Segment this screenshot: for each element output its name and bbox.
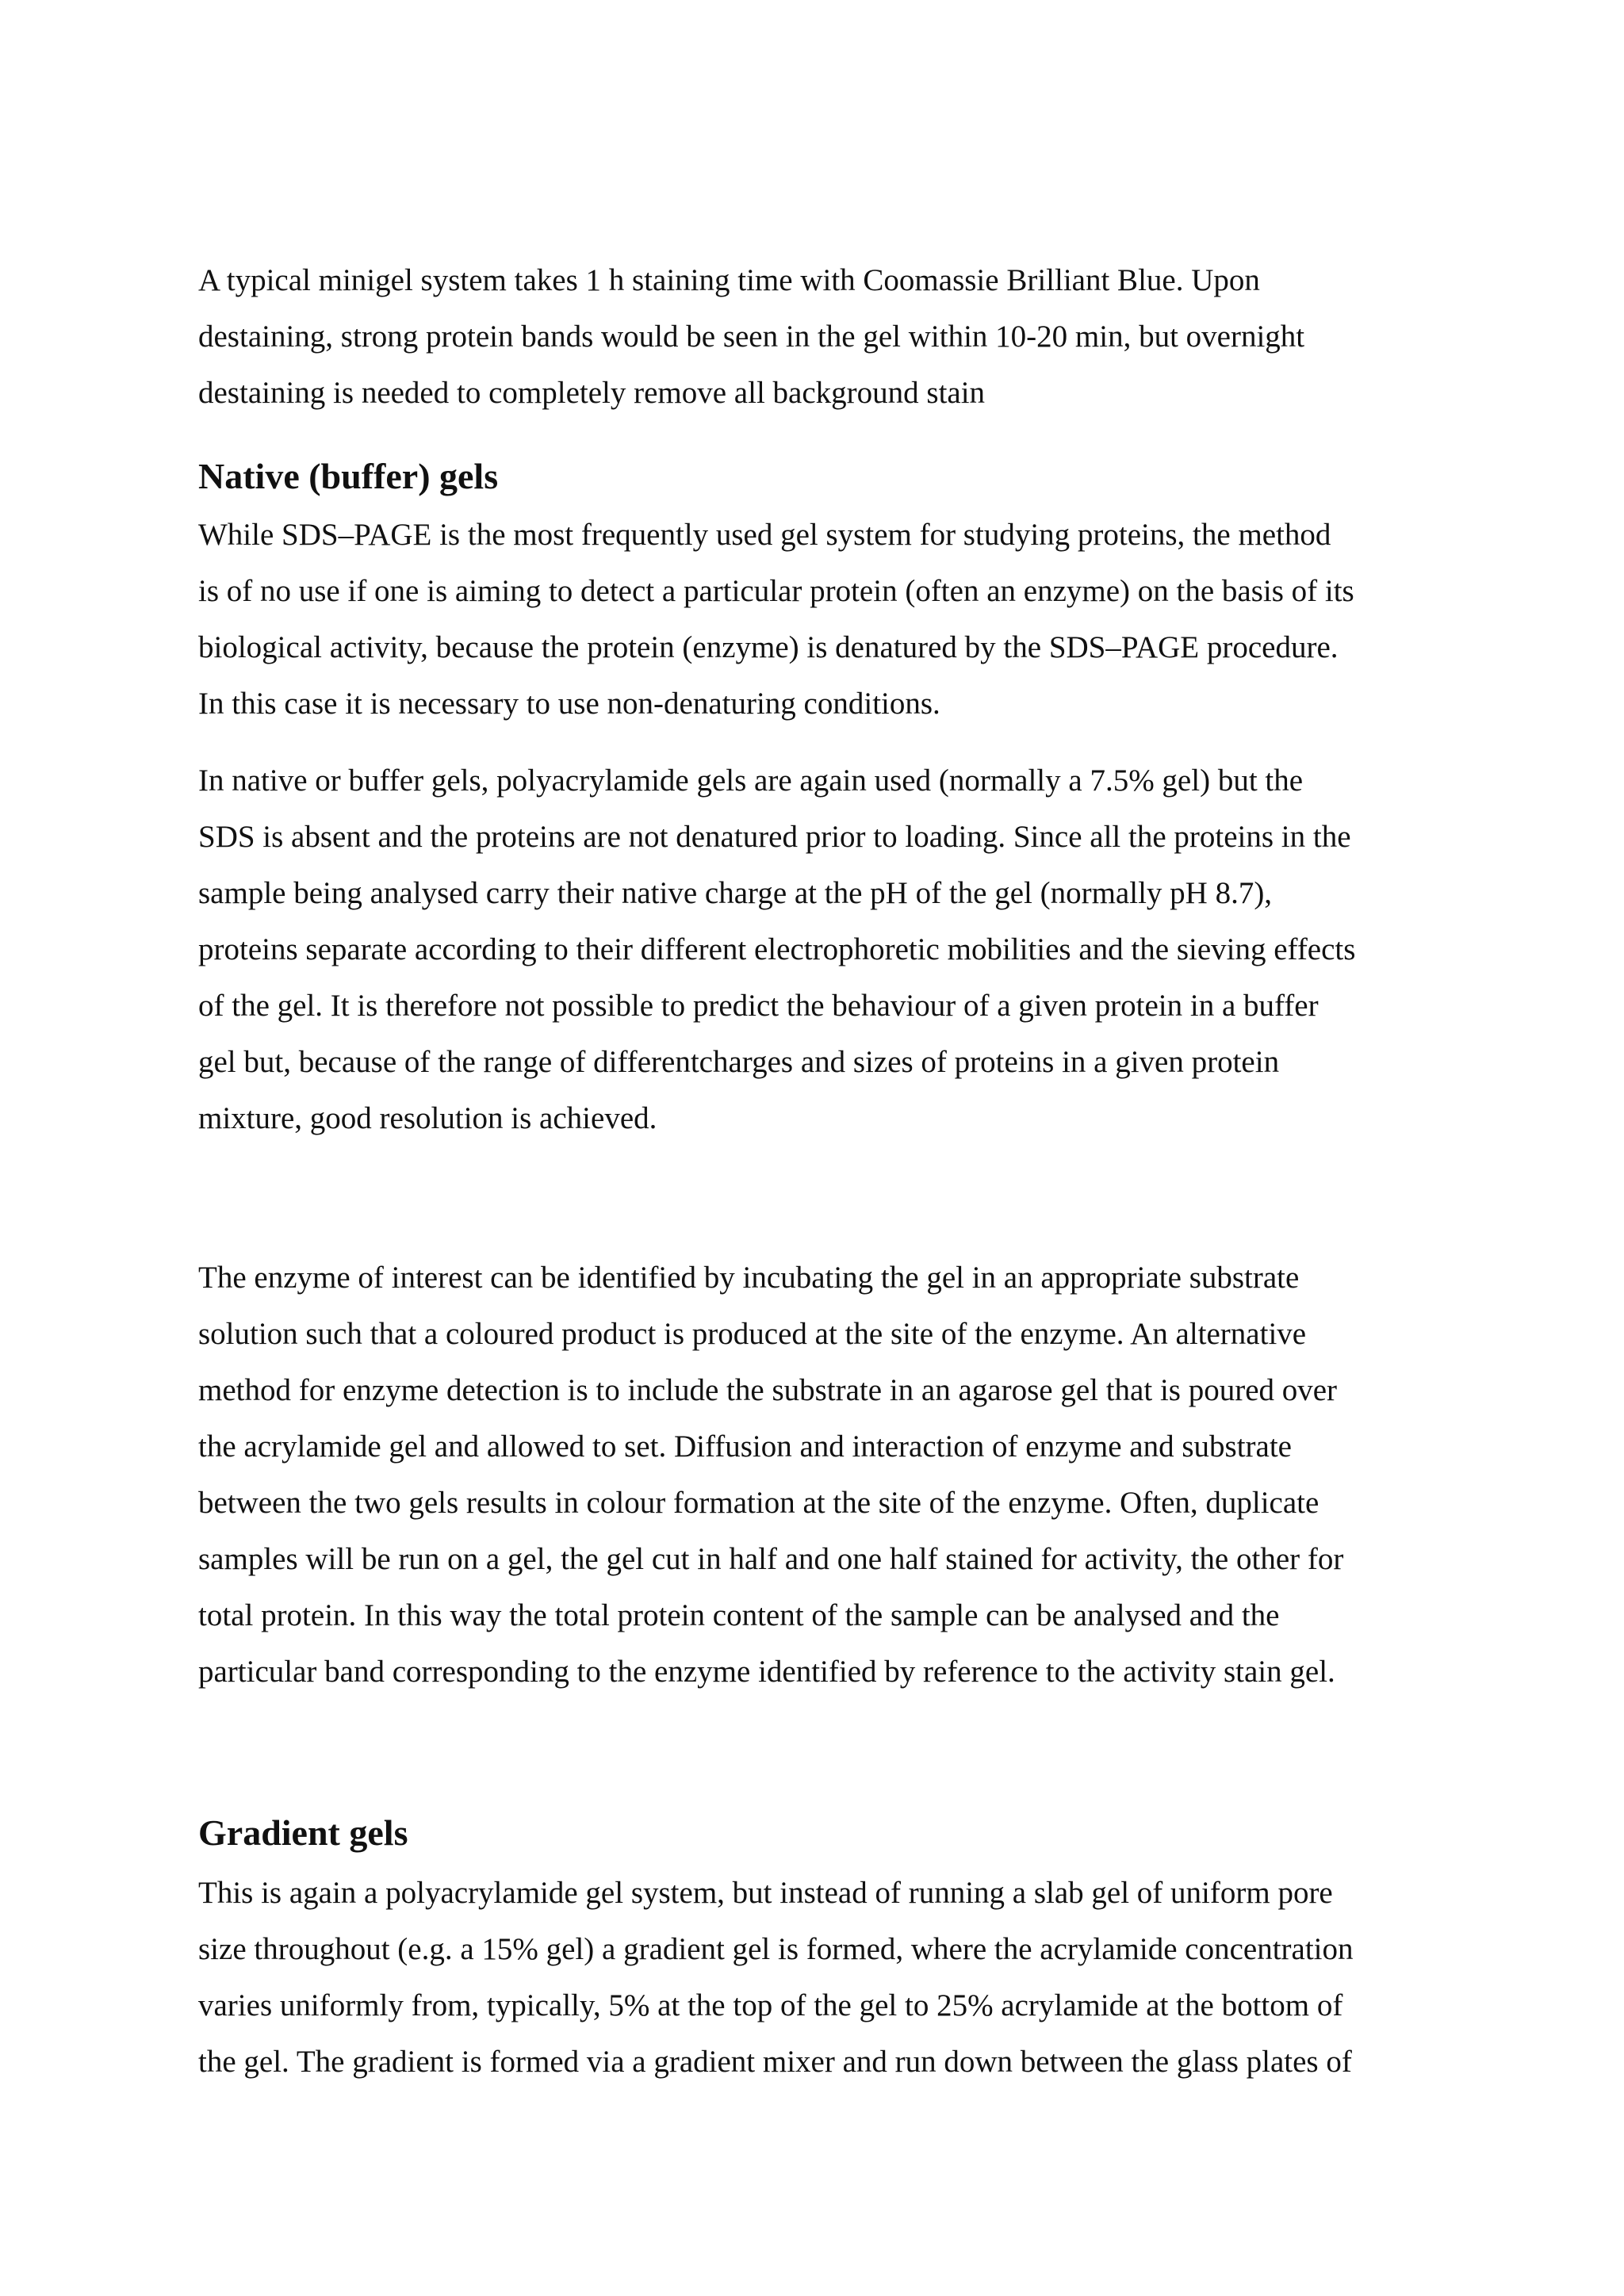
paragraph-gradient: This is again a polyacrylamide gel system, but instead of running a slab gel of uniform pore size throughout (e.g. a 15% gel) a gradient gel is formed, where the acrylamide concentration varies uniformly from, typically, 5% at the top of the gel to 25% acrylamide at the bottom of the gel. The gradient is formed via a gradient mixer and run down between the glass plates of [198,1876,1354,2079]
paragraph-native-buffer: In native or buffer gels, polyacrylamide gels are again used (normally a 7.5% gel) but the SDS is absent and the proteins are not denatured prior to loading. Since all the proteins in the sample being analysed carry their native charge at the pH of the gel (normally pH 8.7), proteins separate according to their different electrophoretic mobilities and the sieving effects of the gel. It is therefore not possible to predict the behaviour of a given protein in a buffer gel but, because of the range of differentcharges and sizes of proteins in a given protein mixture, good resolution is achieved. [198,763,1356,1135]
heading-gradient-gels: Gradient gels [198,1812,408,1853]
paragraph-sds-page: While SDS–PAGE is the most frequently used gel system for studying proteins, the method is of no use if one is aiming to detect a particular protein (often an enzyme) on the basis of its biological activity, because the protein (enzyme) is denatured by the SDS–PAGE procedure. In this case it is necessary to use non-denaturing conditions. [198,518,1354,721]
document-body [198,252,1435,2090]
paragraph-staining: A typical minigel system takes 1 h staining time with Coomassie Brilliant Blue. Upon destaining, strong protein bands would be seen in the gel within 10-20 min, but overnight destaining is needed to completely remove all background stain [198,263,1305,410]
heading-native-gels: Native (buffer) gels [198,456,499,496]
paragraph-enzyme-detection: The enzyme of interest can be identified by incubating the gel in an appropriate substrate solution such that a coloured product is produced at the site of the enzyme. An alternative method for enzyme detection is to include the substrate in an agarose gel that is poured over the acrylamide gel and allowed to set. Diffusion and interaction of enzyme and substrate between the two gels results in colour formation at the site of the enzyme. Often, duplicate samples will be run on a gel, the gel cut in half and one half stained for activity, the other for total protein. In this way the total protein content of the sample can be analysed and the particular band corresponding to the enzyme identified by reference to the activity stain gel. [198,1261,1344,1689]
